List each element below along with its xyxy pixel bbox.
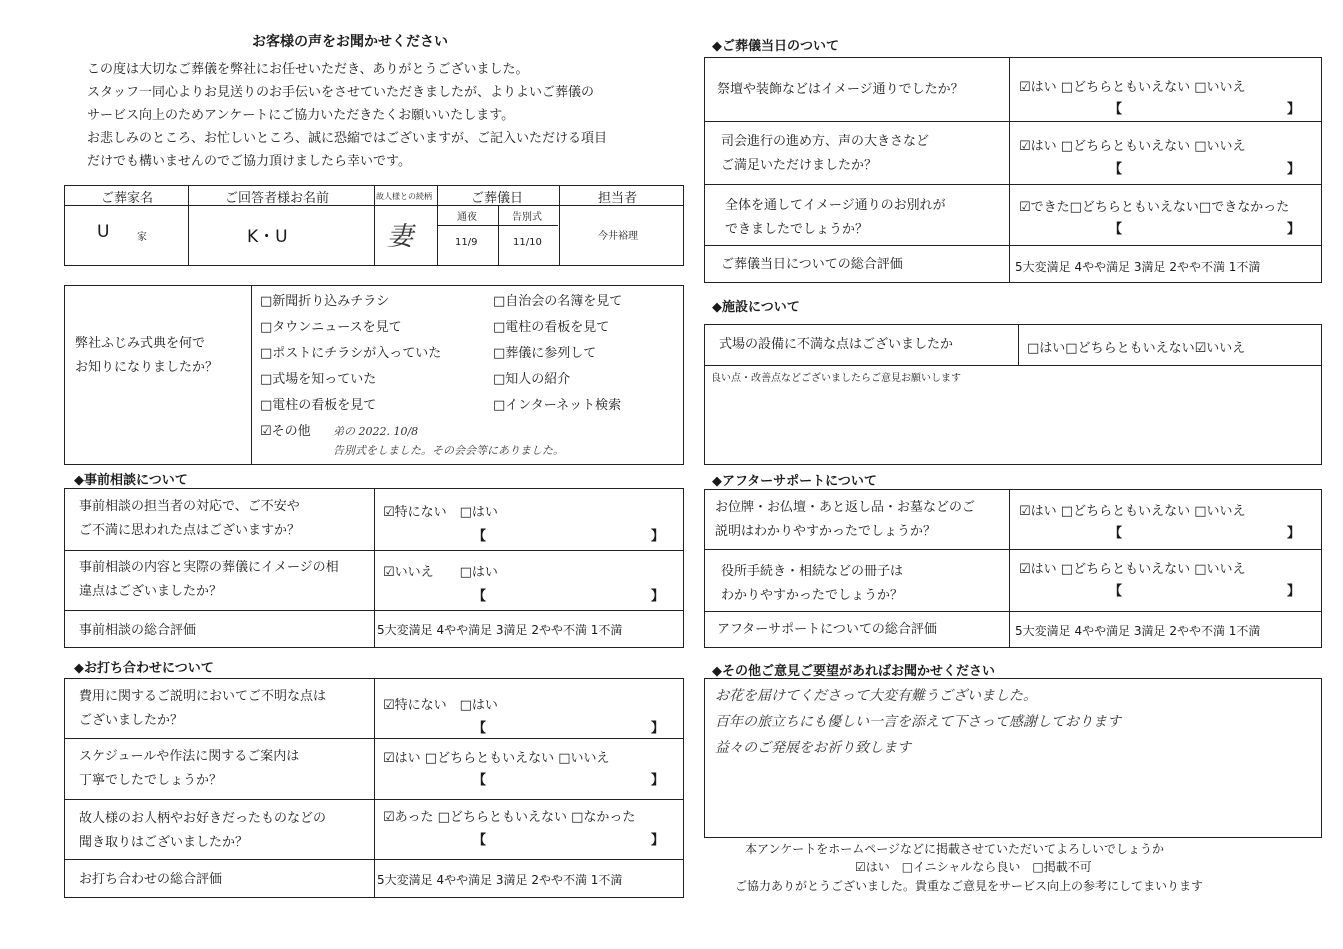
- after-q2: 役所手続き・相続などの冊子は わかりやすかったでしょうか？: [721, 564, 904, 603]
- other-comment-box: [704, 678, 1322, 838]
- header-family: ご葬家名: [101, 191, 154, 206]
- funeral-date-value: 11/10: [513, 237, 542, 248]
- after-table: [704, 489, 1322, 648]
- section-other: ◆その他ご意見ご要望があればお聞かせください: [712, 664, 995, 679]
- source-question: 弊社ふじみ式典を何で お知りになりましたか？: [75, 336, 219, 375]
- source-option[interactable]: □タウンニュースを見て: [260, 320, 402, 335]
- section-prior: ◆事前相談について: [74, 473, 188, 488]
- bracket-open: 【: [1109, 526, 1123, 541]
- bracket-close: 】: [651, 833, 665, 848]
- family-name-value: U: [97, 222, 110, 242]
- bracket-open: 【: [1109, 222, 1123, 237]
- after-rating-label: アフターサポートについての総合評価: [717, 622, 937, 637]
- after-q1: お位牌・お仏壇・あと返し品・お墓などのご 説明はわかりやすかったでしょうか？: [715, 500, 976, 539]
- header-date: ご葬儀日: [471, 191, 524, 206]
- bracket-open: 【: [1109, 584, 1123, 599]
- footer-question: 本アンケートをホームページなどに掲載させていただいてよろしいでしょうか: [745, 842, 1165, 856]
- other-handwritten-2: 百年の旅立ちにも優しい一言を添えて下さって感謝しております: [715, 714, 1121, 730]
- bracket-open: 【: [473, 773, 487, 788]
- meeting-q2-options[interactable]: ☑はい □どちらともいえない □いいえ: [383, 751, 610, 766]
- bracket-close: 】: [651, 721, 665, 736]
- bracket-close: 】: [651, 589, 665, 604]
- meeting-rating-label: お打ち合わせの総合評価: [79, 872, 223, 887]
- intro-line: サービス向上のためアンケートにご協力いただきたくお願いいたします。: [87, 108, 515, 123]
- intro-line: この度は大切なご葬儀を弊社にお任せいただき、ありがとうございました。: [87, 62, 529, 77]
- bracket-open: 【: [473, 529, 487, 544]
- bracket-close: 】: [1287, 102, 1301, 117]
- intro-text: [87, 58, 677, 178]
- info-table: [64, 185, 684, 266]
- source-option[interactable]: □自治会の名簿を見て: [493, 294, 623, 309]
- source-option[interactable]: □新聞折り込みチラシ: [260, 294, 390, 309]
- source-section: [64, 285, 684, 465]
- intro-line: スタッフ一同心よりお見送りのお手伝いをさせていただきましたが、よりよいご葬儀の: [87, 85, 595, 100]
- section-day: ◆ご葬儀当日のついて: [712, 39, 839, 54]
- bracket-open: 【: [473, 721, 487, 736]
- day-rating[interactable]: 5大変満足 4やや満足 3満足 2やや不満 1不満: [1015, 260, 1261, 274]
- subheader-wake: 通夜: [457, 212, 477, 223]
- footer-publish-options[interactable]: ☑はい □イニシャルなら良い □掲載不可: [855, 860, 1092, 874]
- day-q2-options[interactable]: ☑はい □どちらともいえない □いいえ: [1019, 139, 1246, 154]
- meeting-q3: 故人様のお人柄やお好きだったものなどの 聞き取りはございましたか？: [79, 811, 327, 850]
- section-facility: ◆施設について: [712, 300, 800, 315]
- prior-rating[interactable]: 5大変満足 4やや満足 3満足 2やや不満 1不満: [377, 623, 623, 637]
- bracket-open: 【: [473, 589, 487, 604]
- day-rating-label: ご葬儀当日についての総合評価: [721, 257, 903, 272]
- after-q2-options[interactable]: ☑はい □どちらともいえない □いいえ: [1019, 562, 1246, 577]
- respondent-name-value: K・U: [247, 227, 288, 247]
- prior-q1: 事前相談の担当者の対応で、ご不安や ご不満に思われた点はございますか？: [79, 499, 301, 538]
- day-q1-options[interactable]: ☑はい □どちらともいえない □いいえ: [1019, 80, 1246, 95]
- meeting-q1: 費用に関するご説明においてご不明な点は ございましたか？: [79, 689, 327, 728]
- other-handwritten-3: 益々のご発展をお祈り致します: [715, 740, 911, 756]
- intro-line: お悲しみのところ、お忙しいところ、誠に恐縮ではございますが、ご記入いただける項目: [87, 131, 608, 146]
- source-option[interactable]: □電柱の看板を見て: [260, 398, 377, 413]
- source-option-other[interactable]: ☑その他: [260, 424, 311, 439]
- relation-value: 妻: [387, 222, 414, 252]
- source-option[interactable]: □電柱の看板を見て: [493, 320, 610, 335]
- bracket-open: 【: [1109, 162, 1123, 177]
- meeting-q2: スケジュールや作法に関するご案内は 丁寧でしたでしょうか？: [79, 749, 300, 788]
- prior-rating-label: 事前相談の総合評価: [79, 623, 197, 638]
- intro-line: だけでも構いませんのでご協力頂けましたら幸いです。: [87, 154, 411, 169]
- facility-q1: 式場の設備に不満な点はございましたか: [719, 337, 954, 352]
- bracket-close: 】: [1287, 526, 1301, 541]
- family-suffix: 家: [137, 232, 147, 243]
- day-q3-options[interactable]: ☑できた□どちらともいえない□できなかった: [1019, 200, 1290, 215]
- source-option[interactable]: □ポストにチラシが入っていた: [260, 346, 442, 361]
- facility-q1-options[interactable]: □はい□どちらともいえない☑いいえ: [1027, 341, 1246, 356]
- source-handwritten-1: 弟の 2022. 10/8: [333, 425, 419, 438]
- bracket-close: 】: [1287, 584, 1301, 599]
- section-meeting: ◆お打ち合わせについて: [74, 661, 214, 676]
- facility-table: [704, 324, 1322, 465]
- staff-value: 今井裕理: [598, 231, 638, 242]
- header-relation: 故人様との続柄: [376, 192, 432, 201]
- bracket-close: 】: [1287, 162, 1301, 177]
- bracket-open: 【: [473, 833, 487, 848]
- header-respondent: ご回答者様お名前: [225, 191, 330, 206]
- footer-thanks: ご協力ありがとうございました。貴重なご意見をサービス向上の参考にしてまいります: [735, 879, 1204, 893]
- after-q1-options[interactable]: ☑はい □どちらともいえない □いいえ: [1019, 504, 1246, 519]
- after-rating[interactable]: 5大変満足 4やや満足 3満足 2やや不満 1不満: [1015, 624, 1261, 638]
- bracket-close: 】: [651, 773, 665, 788]
- bracket-close: 】: [1287, 222, 1301, 237]
- prior-q2: 事前相談の内容と実際の葬儀にイメージの相 違点はございましたか？: [79, 560, 339, 599]
- facility-note: 良い点・改善点などございましたらご意見お願いします: [711, 373, 961, 384]
- meeting-table: [64, 678, 684, 898]
- day-q2: 司会進行の進め方、声の大きさなど ご満足いただけましたか？: [721, 134, 930, 173]
- prior-q1-options[interactable]: ☑特にない □はい: [383, 505, 498, 520]
- meeting-q3-options[interactable]: ☑あった □どちらともいえない □なかった: [383, 810, 636, 825]
- section-after: ◆アフターサポートについて: [712, 474, 877, 489]
- meeting-rating[interactable]: 5大変満足 4やや満足 3満足 2やや不満 1不満: [377, 873, 623, 887]
- day-table: [704, 57, 1322, 283]
- source-option[interactable]: □知人の紹介: [493, 372, 571, 387]
- source-option[interactable]: □式場を知っていた: [260, 372, 377, 387]
- other-handwritten-1: お花を届けてくださって大変有難うございました。: [715, 688, 1037, 704]
- source-option[interactable]: □インターネット検索: [493, 398, 622, 413]
- source-handwritten-2: 告別式をしました。その会会等にありました。: [333, 444, 564, 457]
- prior-table: [64, 488, 684, 648]
- wake-date-value: 11/9: [455, 237, 478, 248]
- prior-q2-options[interactable]: ☑いいえ □はい: [383, 565, 498, 580]
- day-q3: 全体を通してイメージ通りのお別れが できましたでしょうか？: [725, 198, 946, 237]
- bracket-close: 】: [651, 529, 665, 544]
- day-q1: 祭壇や装飾などはイメージ通りでしたか？: [717, 82, 964, 97]
- source-option[interactable]: □葬儀に参列して: [493, 346, 597, 361]
- bracket-open: 【: [1109, 102, 1123, 117]
- header-staff: 担当者: [598, 191, 638, 206]
- subheader-funeral: 告別式: [512, 212, 542, 223]
- meeting-q1-options[interactable]: ☑特にない □はい: [383, 698, 498, 713]
- page-title: お客様の声をお聞かせください: [252, 34, 448, 50]
